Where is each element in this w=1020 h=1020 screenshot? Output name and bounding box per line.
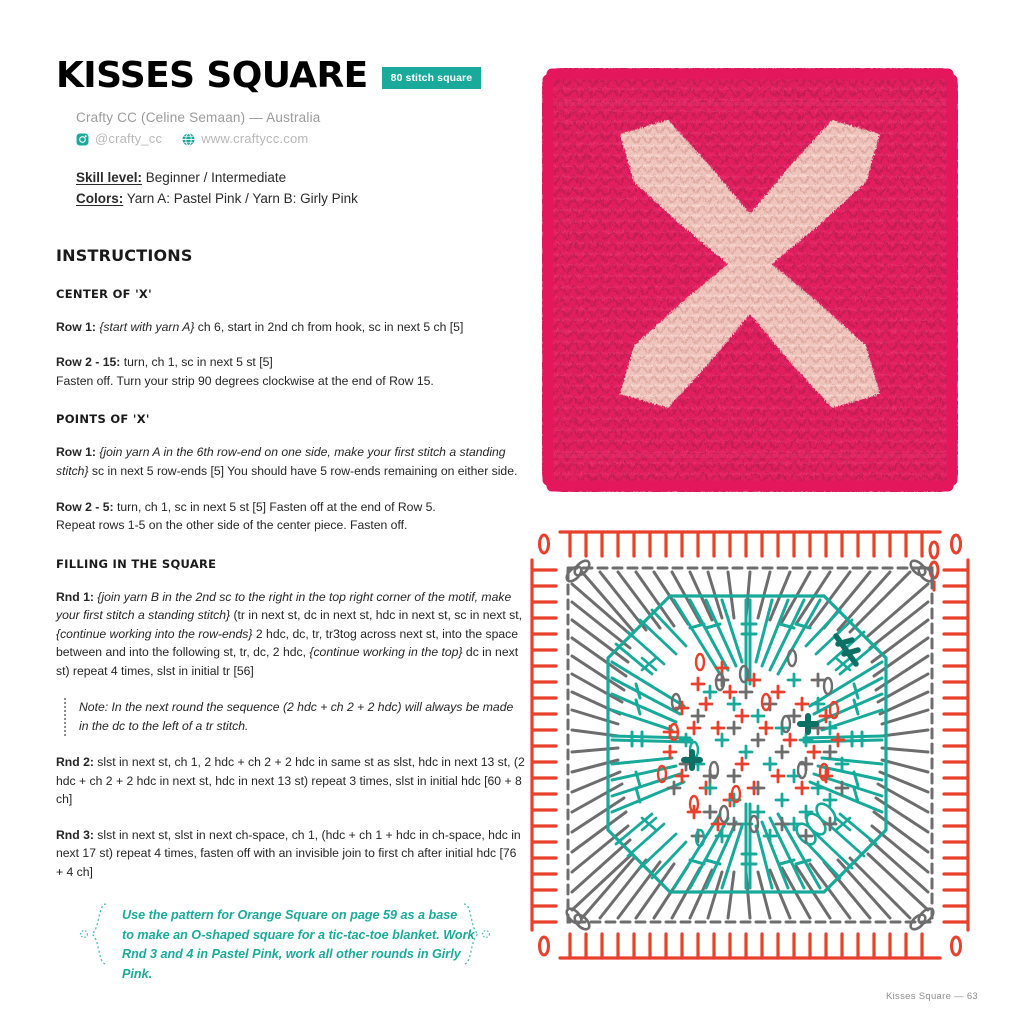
- row-text-3: dc in next st) repeat 4 times, slst in initial tr [56]: [56, 645, 519, 678]
- tip-text: [122, 906, 492, 984]
- row-label: Row 2 - 5:: [56, 499, 114, 514]
- meta-colors: [76, 189, 526, 210]
- crochet-square-photo: [528, 54, 972, 506]
- tip-line-3: Rnd 3 and 4 in Pastel Pink, work all other rounds in Girly Pink.: [122, 947, 461, 981]
- instagram-icon: [76, 133, 89, 146]
- row-1-points: [56, 443, 526, 480]
- row-label: Row 1:: [56, 445, 96, 460]
- social-row: [76, 131, 526, 146]
- tip-box: [44, 898, 514, 981]
- globe-icon: [182, 133, 195, 146]
- status-badge: 80 stitch square: [382, 67, 482, 89]
- row-italic-2: {continue working into the row-ends}: [56, 626, 253, 641]
- row-label: Rnd 3:: [56, 827, 94, 842]
- meta-block: [76, 168, 526, 210]
- section-heading-points-of-x: POINTS OF 'X': [56, 412, 150, 427]
- row-text: turn, ch 1, sc in next 5 st [5]: [120, 355, 273, 370]
- website-link[interactable]: www.craftycc.com: [201, 131, 309, 146]
- row-italic-3: {continue working in the top}: [309, 645, 463, 660]
- section-heading-center-of-x: CENTER OF 'X': [56, 286, 152, 301]
- rnd-3: [56, 826, 526, 882]
- row-2-15-center: [56, 353, 526, 390]
- row-label: Row 1:: [56, 319, 96, 334]
- page-title: KISSES SQUARE: [56, 55, 368, 96]
- row-italic: {start with yarn A}: [95, 319, 195, 334]
- row-label: Rnd 2:: [56, 755, 94, 770]
- note-box: Note: In the next round the sequence (2 hdc + ch 2 + 2 hdc) will always be made in the dc to the left of a tr stitch.: [64, 698, 526, 736]
- row-label: Row 2 - 15:: [56, 355, 121, 370]
- meta-skill-level: [76, 168, 526, 189]
- meta-skill-level-key: Skill level:: [76, 170, 143, 185]
- row-text-1: (tr in next st, dc in next st, hdc in next st, sc in next st,: [230, 608, 523, 623]
- row-1-center: [56, 318, 526, 337]
- meta-colors-key: Colors:: [76, 190, 124, 206]
- row-text-2: 2 hdc, dc, tr, tr3tog across next st, into the space between and into the following st, tr, dc, 2 hdc,: [56, 626, 519, 660]
- row-italic: {join yarn A in the 6th row-end on one side, make your first stitch a standing stitch}: [56, 445, 506, 479]
- row-text-line2: Repeat rows 1-5 on the other side of the center piece. Fasten off.: [56, 518, 408, 533]
- rnd-1: [56, 588, 526, 681]
- row-text-line2: Fasten off. Turn your strip 90 degrees clockwise at the end of Row 15.: [56, 373, 434, 388]
- section-heading-filling-in-the-square: FILLING IN THE SQUARE: [56, 556, 217, 571]
- meta-colors-value: Yarn A: Pastel Pink / Yarn B: Girly Pink: [123, 190, 358, 206]
- designer-byline: Crafty CC (Celine Semaan) — Australia: [76, 110, 321, 125]
- left-content-column: [56, 55, 526, 882]
- tip-line-1: Use the pattern for Orange Square on page 59 as a base: [122, 908, 458, 922]
- row-text: slst in next st, ch 1, 2 hdc + ch 2 + 2 hdc in same st as slst, hdc in next 13 st, (2 hdc + ch 2 + 2 hdc in next st, hdc in next 13 st) repeat 3 times, slst in initial hdc [60 + 8 ch]: [56, 755, 525, 807]
- row-2-5-points: [56, 498, 526, 535]
- row-text: ch 6, start in 2nd ch from hook, sc in next 5 ch [5]: [194, 319, 464, 334]
- instructions-heading: INSTRUCTIONS: [56, 245, 193, 265]
- meta-skill-level-value: Beginner / Intermediate: [142, 170, 287, 185]
- rnd-2: [56, 753, 526, 809]
- title-row: [56, 55, 526, 96]
- crochet-stitch-chart: [524, 524, 976, 966]
- instagram-handle[interactable]: @crafty_cc: [95, 131, 163, 146]
- row-label: Rnd 1:: [56, 589, 94, 604]
- tip-line-2: to make an O-shaped square for a tic-tac-toe blanket. Work: [122, 927, 475, 942]
- row-italic-1: {join yarn B in the 2nd sc to the right in the top right corner of the motif, make your first stitch a standing stitch}: [56, 589, 512, 623]
- row-text: sc in next 5 row-ends [5] You should have 5 row-ends remaining on either side.: [88, 464, 518, 479]
- page-footer: Kisses Square — 63: [886, 991, 978, 1002]
- row-text: slst in next st, slst in next ch-space, ch 1, (hdc + ch 1 + hdc in ch-space, hdc in next 17 st) repeat 4 times, fasten off with an invisible join to first ch after initial hdc [76 + 4 ch]: [56, 827, 521, 879]
- row-text: turn, ch 1, sc in next 5 st [5] Fasten off at the end of Row 5.: [113, 499, 436, 514]
